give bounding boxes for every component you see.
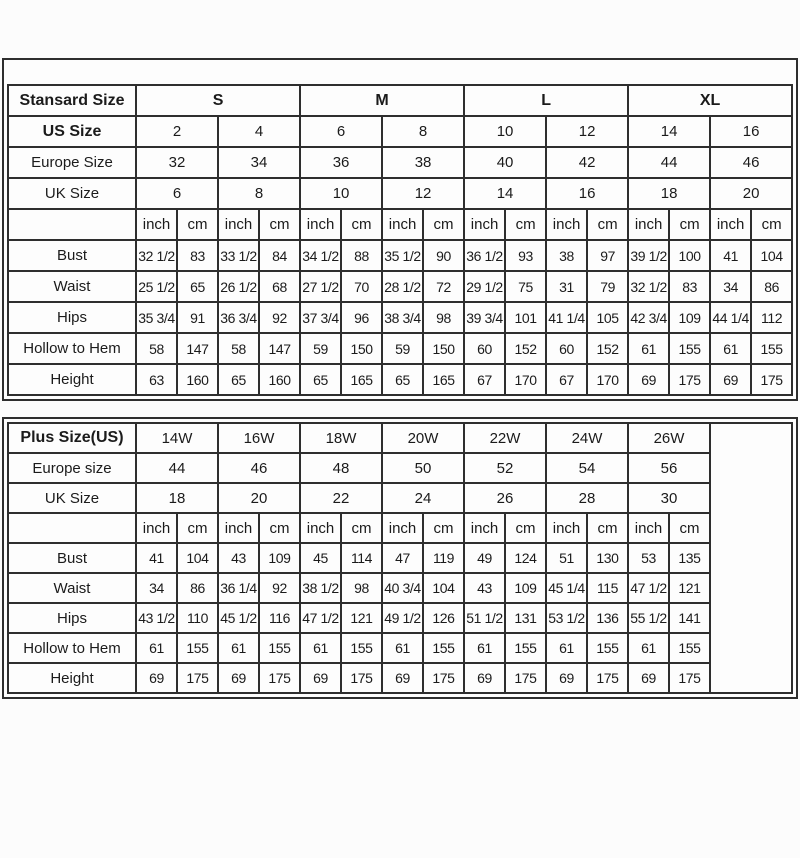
measure-value-cell: 61 [136, 633, 177, 663]
unit-header: cm [505, 513, 546, 543]
size-value-cell: 20 [710, 178, 792, 209]
row-label: UK Size [8, 483, 136, 513]
measure-value-cell: 61 [300, 633, 341, 663]
measure-row [8, 663, 792, 693]
measure-value-cell: 61 [218, 633, 259, 663]
measure-value-cell: 35 3/4 [136, 302, 177, 333]
measure-value-cell: 175 [341, 663, 382, 693]
size-row [8, 116, 792, 147]
unit-header: inch [136, 209, 177, 240]
blank-corner-cell [8, 209, 136, 240]
measure-value-cell: 34 1/2 [300, 240, 341, 271]
size-value-cell: 18 [136, 483, 218, 513]
size-chart-sheet [0, 58, 800, 699]
row-label: Hollow to Hem [8, 333, 136, 364]
measure-value-cell: 155 [341, 633, 382, 663]
row-label: Hollow to Hem [8, 633, 136, 663]
measure-value-cell: 39 3/4 [464, 302, 505, 333]
measure-value-cell: 155 [669, 333, 710, 364]
unit-header: inch [628, 513, 669, 543]
size-value-cell: 56 [628, 453, 710, 483]
measure-value-cell: 61 [628, 633, 669, 663]
measure-value-cell: 150 [423, 333, 464, 364]
measure-value-cell: 175 [751, 364, 792, 395]
measure-value-cell: 84 [259, 240, 300, 271]
measure-value-cell: 35 1/2 [382, 240, 423, 271]
measure-value-cell: 31 [546, 271, 587, 302]
measure-value-cell: 155 [587, 633, 628, 663]
measure-value-cell: 86 [751, 271, 792, 302]
measure-value-cell: 116 [259, 603, 300, 633]
unit-header: cm [423, 209, 464, 240]
size-value-cell: 22 [300, 483, 382, 513]
size-group-row [8, 85, 792, 116]
measure-value-cell: 109 [505, 573, 546, 603]
measure-value-cell: 41 [710, 240, 751, 271]
size-value-cell: 14 [628, 116, 710, 147]
measure-row [8, 302, 792, 333]
size-row [8, 453, 792, 483]
size-value-cell: 54 [546, 453, 628, 483]
measure-value-cell: 147 [177, 333, 218, 364]
measure-value-cell: 25 1/2 [136, 271, 177, 302]
measure-value-cell: 175 [669, 663, 710, 693]
measure-value-cell: 86 [177, 573, 218, 603]
measure-value-cell: 112 [751, 302, 792, 333]
size-value-cell: 18 [628, 178, 710, 209]
size-group-header: 24W [546, 423, 628, 453]
size-value-cell: 20 [218, 483, 300, 513]
measure-value-cell: 150 [341, 333, 382, 364]
measure-value-cell: 28 1/2 [382, 271, 423, 302]
measure-value-cell: 104 [177, 543, 218, 573]
unit-header: inch [464, 513, 505, 543]
size-value-cell: 28 [546, 483, 628, 513]
measure-value-cell: 29 1/2 [464, 271, 505, 302]
unit-header: cm [177, 513, 218, 543]
unit-header: cm [423, 513, 464, 543]
measure-value-cell: 55 1/2 [628, 603, 669, 633]
unit-header: inch [628, 209, 669, 240]
measure-value-cell: 69 [218, 663, 259, 693]
measure-value-cell: 175 [587, 663, 628, 693]
measure-value-cell: 38 [546, 240, 587, 271]
measure-row [8, 271, 792, 302]
plus-size-table-frame [2, 417, 798, 699]
measure-value-cell: 60 [464, 333, 505, 364]
size-value-cell: 16 [710, 116, 792, 147]
row-label: UK Size [8, 178, 136, 209]
measure-value-cell: 75 [505, 271, 546, 302]
measure-value-cell: 175 [505, 663, 546, 693]
measure-value-cell: 90 [423, 240, 464, 271]
size-value-cell: 12 [382, 178, 464, 209]
measure-value-cell: 135 [669, 543, 710, 573]
measure-row [8, 573, 792, 603]
size-value-cell: 44 [136, 453, 218, 483]
unit-header: cm [669, 209, 710, 240]
measure-value-cell: 38 1/2 [300, 573, 341, 603]
measure-value-cell: 61 [382, 633, 423, 663]
size-value-cell: 34 [218, 147, 300, 178]
table-corner-label: Plus Size(US) [8, 423, 136, 453]
measure-value-cell: 45 [300, 543, 341, 573]
measure-value-cell: 160 [259, 364, 300, 395]
measure-value-cell: 152 [587, 333, 628, 364]
size-row [8, 483, 792, 513]
measure-value-cell: 27 1/2 [300, 271, 341, 302]
row-label: Bust [8, 543, 136, 573]
measure-value-cell: 131 [505, 603, 546, 633]
measure-value-cell: 92 [259, 302, 300, 333]
unit-header: inch [546, 209, 587, 240]
measure-row [8, 364, 792, 395]
row-label: US Size [8, 116, 136, 147]
measure-value-cell: 36 1/2 [464, 240, 505, 271]
measure-value-cell: 58 [136, 333, 177, 364]
unit-header: inch [136, 513, 177, 543]
size-value-cell: 26 [464, 483, 546, 513]
measure-value-cell: 96 [341, 302, 382, 333]
unit-header: inch [464, 209, 505, 240]
measure-value-cell: 44 1/4 [710, 302, 751, 333]
row-label: Europe size [8, 453, 136, 483]
measure-value-cell: 126 [423, 603, 464, 633]
size-value-cell: 6 [300, 116, 382, 147]
measure-value-cell: 114 [341, 543, 382, 573]
size-group-row [8, 423, 792, 453]
row-label: Height [8, 364, 136, 395]
measure-value-cell: 41 1/4 [546, 302, 587, 333]
unit-header: cm [341, 513, 382, 543]
measure-value-cell: 45 1/4 [546, 573, 587, 603]
measure-value-cell: 61 [464, 633, 505, 663]
size-group-header: 16W [218, 423, 300, 453]
measure-value-cell: 91 [177, 302, 218, 333]
size-group-header: 26W [628, 423, 710, 453]
size-value-cell: 42 [546, 147, 628, 178]
size-group-header: M [300, 85, 464, 116]
measure-row [8, 543, 792, 573]
measure-row [8, 603, 792, 633]
measure-value-cell: 33 1/2 [218, 240, 259, 271]
measure-value-cell: 104 [751, 240, 792, 271]
measure-value-cell: 61 [710, 333, 751, 364]
measure-value-cell: 152 [505, 333, 546, 364]
measure-value-cell: 69 [628, 364, 669, 395]
measure-value-cell: 61 [546, 633, 587, 663]
measure-value-cell: 34 [710, 271, 751, 302]
size-value-cell: 10 [464, 116, 546, 147]
measure-value-cell: 175 [259, 663, 300, 693]
size-group-header: 20W [382, 423, 464, 453]
size-group-header: XL [628, 85, 792, 116]
measure-value-cell: 47 1/2 [628, 573, 669, 603]
measure-value-cell: 79 [587, 271, 628, 302]
measure-value-cell: 72 [423, 271, 464, 302]
size-value-cell: 36 [300, 147, 382, 178]
measure-value-cell: 83 [669, 271, 710, 302]
unit-header: cm [587, 209, 628, 240]
measure-value-cell: 155 [751, 333, 792, 364]
measure-value-cell: 47 [382, 543, 423, 573]
row-label: Hips [8, 302, 136, 333]
measure-value-cell: 49 1/2 [382, 603, 423, 633]
measure-value-cell: 32 1/2 [628, 271, 669, 302]
measure-value-cell: 170 [587, 364, 628, 395]
measure-value-cell: 124 [505, 543, 546, 573]
size-value-cell: 24 [382, 483, 464, 513]
measure-value-cell: 39 1/2 [628, 240, 669, 271]
size-value-cell: 46 [710, 147, 792, 178]
measure-value-cell: 67 [464, 364, 505, 395]
measure-value-cell: 115 [587, 573, 628, 603]
measure-value-cell: 51 [546, 543, 587, 573]
measure-value-cell: 97 [587, 240, 628, 271]
measure-value-cell: 53 1/2 [546, 603, 587, 633]
measure-value-cell: 93 [505, 240, 546, 271]
size-group-header: 14W [136, 423, 218, 453]
measure-value-cell: 53 [628, 543, 669, 573]
measure-value-cell: 170 [505, 364, 546, 395]
measure-value-cell: 26 1/2 [218, 271, 259, 302]
measure-value-cell: 101 [505, 302, 546, 333]
measure-value-cell: 47 1/2 [300, 603, 341, 633]
row-label: Bust [8, 240, 136, 271]
blank-corner-cell [8, 513, 136, 543]
measure-value-cell: 100 [669, 240, 710, 271]
unit-header: inch [382, 209, 423, 240]
measure-value-cell: 69 [710, 364, 751, 395]
measure-value-cell: 130 [587, 543, 628, 573]
size-value-cell: 2 [136, 116, 218, 147]
measure-value-cell: 69 [136, 663, 177, 693]
measure-value-cell: 58 [218, 333, 259, 364]
unit-header: cm [177, 209, 218, 240]
unit-header: cm [587, 513, 628, 543]
measure-value-cell: 121 [341, 603, 382, 633]
row-label: Waist [8, 271, 136, 302]
measure-value-cell: 98 [341, 573, 382, 603]
size-value-cell: 10 [300, 178, 382, 209]
measure-value-cell: 36 1/4 [218, 573, 259, 603]
size-row [8, 147, 792, 178]
table-corner-label: Stansard Size [8, 85, 136, 116]
row-label: Hips [8, 603, 136, 633]
size-value-cell: 12 [546, 116, 628, 147]
unit-header-row [8, 209, 792, 240]
unit-header: cm [259, 209, 300, 240]
measure-value-cell: 69 [464, 663, 505, 693]
measure-value-cell: 68 [259, 271, 300, 302]
unit-header: inch [218, 209, 259, 240]
measure-row [8, 333, 792, 364]
measure-value-cell: 155 [259, 633, 300, 663]
measure-value-cell: 119 [423, 543, 464, 573]
measure-value-cell: 141 [669, 603, 710, 633]
measure-value-cell: 43 [218, 543, 259, 573]
size-value-cell: 50 [382, 453, 464, 483]
unit-header: inch [382, 513, 423, 543]
size-group-header: S [136, 85, 300, 116]
size-value-cell: 14 [464, 178, 546, 209]
size-value-cell: 52 [464, 453, 546, 483]
size-value-cell: 46 [218, 453, 300, 483]
measure-value-cell: 121 [669, 573, 710, 603]
plus-size-table [7, 422, 793, 694]
measure-value-cell: 175 [669, 364, 710, 395]
standard-size-table [7, 84, 793, 396]
measure-value-cell: 40 3/4 [382, 573, 423, 603]
row-label: Height [8, 663, 136, 693]
measure-value-cell: 165 [423, 364, 464, 395]
unit-header: inch [218, 513, 259, 543]
size-value-cell: 30 [628, 483, 710, 513]
measure-value-cell: 65 [218, 364, 259, 395]
measure-value-cell: 147 [259, 333, 300, 364]
unit-header: inch [546, 513, 587, 543]
measure-value-cell: 175 [423, 663, 464, 693]
empty-cell [710, 423, 792, 693]
measure-value-cell: 45 1/2 [218, 603, 259, 633]
measure-value-cell: 69 [628, 663, 669, 693]
size-value-cell: 48 [300, 453, 382, 483]
size-value-cell: 44 [628, 147, 710, 178]
measure-value-cell: 69 [300, 663, 341, 693]
measure-value-cell: 59 [300, 333, 341, 364]
unit-header: cm [505, 209, 546, 240]
measure-value-cell: 67 [546, 364, 587, 395]
size-value-cell: 40 [464, 147, 546, 178]
measure-value-cell: 98 [423, 302, 464, 333]
size-value-cell: 16 [546, 178, 628, 209]
unit-header-row [8, 513, 792, 543]
measure-value-cell: 155 [177, 633, 218, 663]
measure-value-cell: 41 [136, 543, 177, 573]
row-label: Waist [8, 573, 136, 603]
unit-header: inch [300, 209, 341, 240]
measure-value-cell: 37 3/4 [300, 302, 341, 333]
measure-value-cell: 51 1/2 [464, 603, 505, 633]
measure-value-cell: 110 [177, 603, 218, 633]
unit-header: cm [751, 209, 792, 240]
measure-value-cell: 70 [341, 271, 382, 302]
unit-header: inch [300, 513, 341, 543]
measure-value-cell: 65 [300, 364, 341, 395]
size-value-cell: 4 [218, 116, 300, 147]
row-label: Europe Size [8, 147, 136, 178]
unit-header: inch [710, 209, 751, 240]
measure-value-cell: 105 [587, 302, 628, 333]
measure-value-cell: 36 3/4 [218, 302, 259, 333]
size-value-cell: 8 [218, 178, 300, 209]
measure-value-cell: 104 [423, 573, 464, 603]
measure-value-cell: 83 [177, 240, 218, 271]
size-value-cell: 8 [382, 116, 464, 147]
size-value-cell: 32 [136, 147, 218, 178]
measure-value-cell: 109 [259, 543, 300, 573]
size-group-header: 22W [464, 423, 546, 453]
measure-value-cell: 109 [669, 302, 710, 333]
size-group-header: 18W [300, 423, 382, 453]
measure-value-cell: 92 [259, 573, 300, 603]
measure-value-cell: 63 [136, 364, 177, 395]
measure-value-cell: 88 [341, 240, 382, 271]
unit-header: cm [259, 513, 300, 543]
size-row [8, 178, 792, 209]
standard-size-table-frame [2, 58, 798, 401]
measure-value-cell: 155 [423, 633, 464, 663]
measure-row [8, 633, 792, 663]
measure-value-cell: 69 [546, 663, 587, 693]
measure-value-cell: 38 3/4 [382, 302, 423, 333]
measure-value-cell: 32 1/2 [136, 240, 177, 271]
size-value-cell: 6 [136, 178, 218, 209]
measure-value-cell: 60 [546, 333, 587, 364]
measure-value-cell: 34 [136, 573, 177, 603]
measure-row [8, 240, 792, 271]
unit-header: cm [669, 513, 710, 543]
measure-value-cell: 175 [177, 663, 218, 693]
measure-value-cell: 155 [669, 633, 710, 663]
measure-value-cell: 69 [382, 663, 423, 693]
size-group-header: L [464, 85, 628, 116]
measure-value-cell: 155 [505, 633, 546, 663]
measure-value-cell: 65 [382, 364, 423, 395]
measure-value-cell: 59 [382, 333, 423, 364]
measure-value-cell: 43 1/2 [136, 603, 177, 633]
measure-value-cell: 42 3/4 [628, 302, 669, 333]
measure-value-cell: 136 [587, 603, 628, 633]
measure-value-cell: 65 [177, 271, 218, 302]
measure-value-cell: 43 [464, 573, 505, 603]
measure-value-cell: 49 [464, 543, 505, 573]
size-value-cell: 38 [382, 147, 464, 178]
measure-value-cell: 160 [177, 364, 218, 395]
unit-header: cm [341, 209, 382, 240]
measure-value-cell: 165 [341, 364, 382, 395]
measure-value-cell: 61 [628, 333, 669, 364]
